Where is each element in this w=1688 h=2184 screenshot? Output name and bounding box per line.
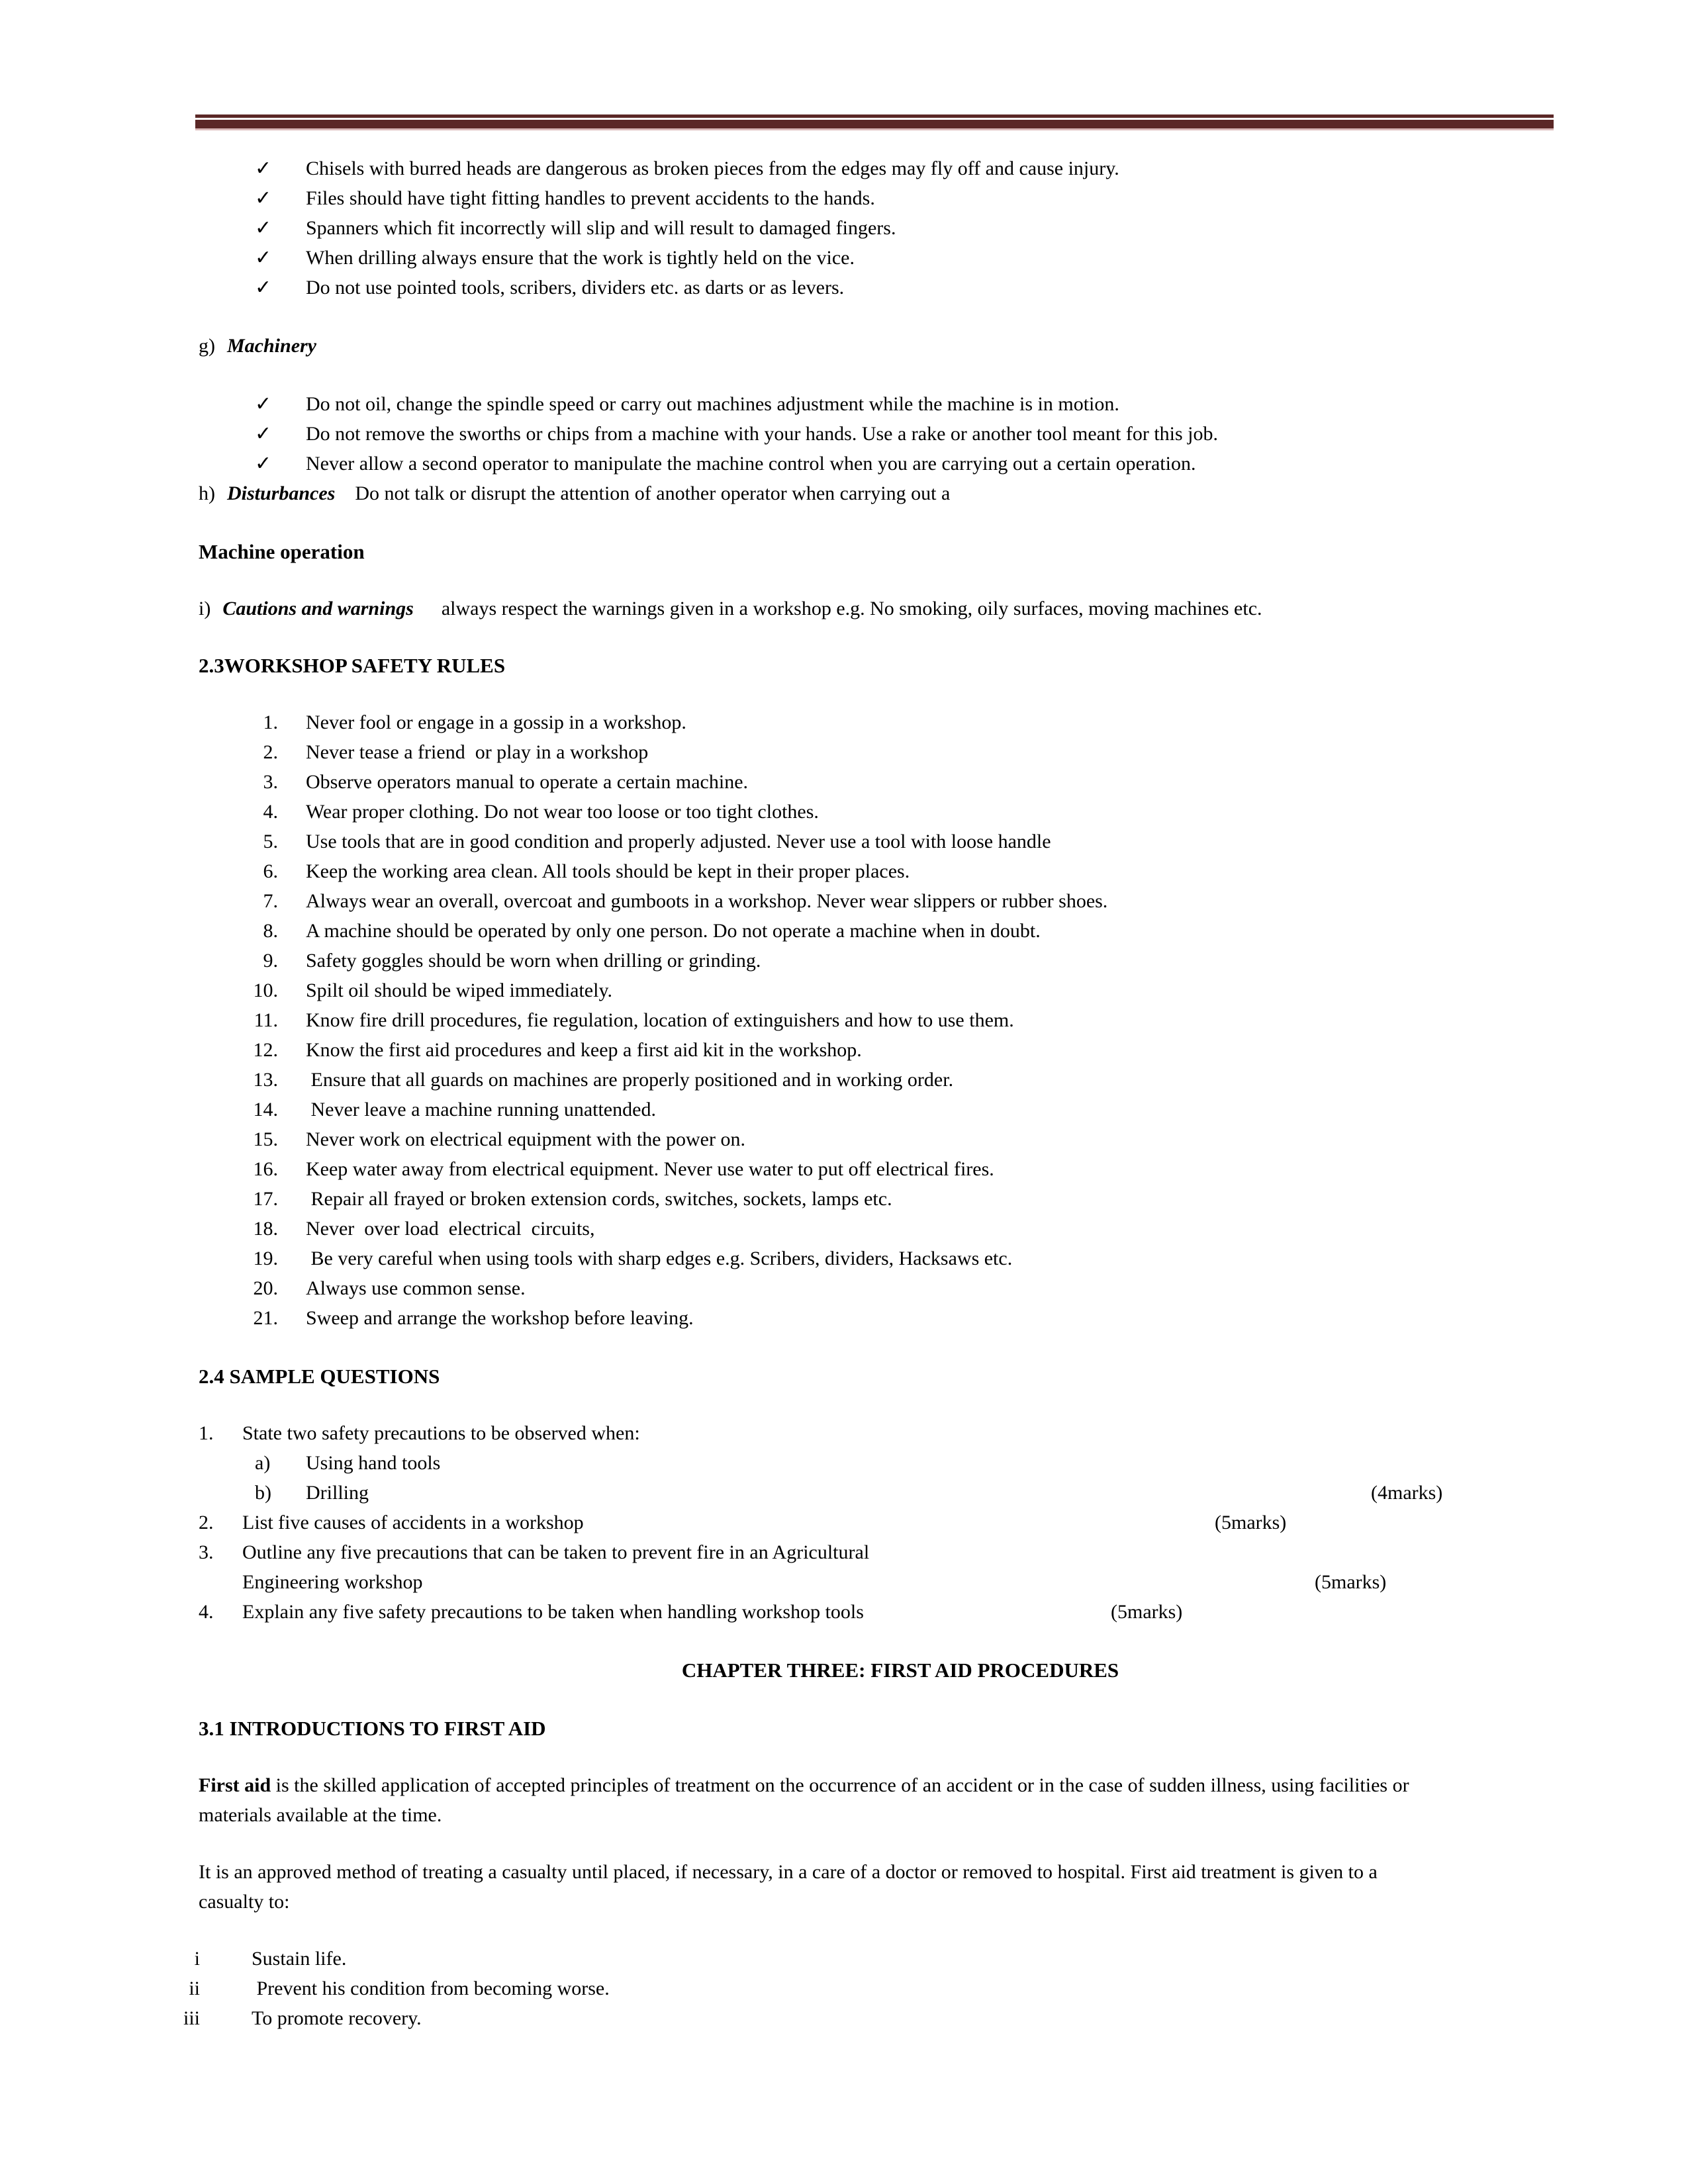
list-item [248, 1184, 1602, 1214]
section-disturbances-label [199, 478, 1602, 508]
paragraph-line [199, 1887, 1602, 1917]
list-item [248, 1124, 1602, 1154]
question-text: Outline any five precautions that can be taken to prevent fire in an Agricultural [242, 1541, 870, 1563]
section-machinery-label [199, 331, 1602, 361]
list-item [255, 389, 1602, 419]
list-item [255, 154, 1602, 183]
item-text: Always use common sense. [306, 1277, 526, 1299]
item-text: Spilt oil should be wiped immediately. [306, 979, 613, 1001]
sample-questions-list [199, 1418, 1602, 1627]
sub-question-text: Using hand tools [306, 1452, 441, 1474]
list-item [255, 183, 1602, 213]
list-item [255, 419, 1602, 449]
item-text: Always wear an overall, overcoat and gumboots in a workshop. Never wear slippers or rubber shoes. [306, 890, 1108, 912]
list-item [248, 946, 1602, 976]
header-rule-thick [195, 120, 1554, 130]
safety-rules-list [248, 707, 1602, 1333]
list-item [248, 1244, 1602, 1273]
marks-label: (4marks) [1371, 1482, 1443, 1504]
list-item [255, 213, 1602, 243]
item-text: Never fool or engage in a gossip in a workshop. [306, 711, 686, 733]
machinery-bullet-list [255, 389, 1602, 478]
section-text: always respect the warnings given in a workshop e.g. No smoking, oily surfaces, moving machines etc. [441, 598, 1262, 619]
roman-numeral: ii [189, 1978, 200, 1999]
intro-first-aid-heading: 3.1 INTRODUCTIONS TO FIRST AID [199, 1717, 546, 1740]
question-number: 1. [199, 1422, 214, 1444]
item-number: 9. [263, 950, 278, 972]
list-item [248, 1005, 1602, 1035]
list-item [248, 916, 1602, 946]
question-number: 4. [199, 1601, 214, 1623]
paragraph-line [199, 1800, 1602, 1830]
item-number: 4. [263, 801, 278, 823]
item-text: Repair all frayed or broken extension cords, switches, sockets, lamps etc. [306, 1188, 892, 1210]
item-text: Know fire drill procedures, fie regulation, location of extinguishers and how to use them. [306, 1009, 1014, 1031]
question-row [199, 1508, 1602, 1537]
document-content [183, 154, 1602, 2033]
item-text: Use tools that are in good condition and properly adjusted. Never use a tool with loose handle [306, 831, 1051, 852]
item-text: Never work on electrical equipment with the power on. [306, 1128, 745, 1150]
item-text: Never over load electrical circuits, [306, 1218, 595, 1240]
section-title: Disturbances [227, 482, 336, 504]
list-item [248, 1065, 1602, 1095]
item-text: Never leave a machine running unattended. [306, 1099, 656, 1120]
item-text: Wear proper clothing. Do not wear too loose or too tight clothes. [306, 801, 819, 823]
section-cautions-label [199, 594, 1602, 623]
item-number: 5. [263, 831, 278, 852]
question-row [199, 1567, 1602, 1597]
aim-text: Prevent his condition from becoming worse. [252, 1978, 610, 1999]
list-item [248, 1273, 1602, 1303]
question-text: State two safety precautions to be observed when: [242, 1422, 640, 1444]
list-item [255, 273, 1602, 302]
checkmark-icon: ✓ [255, 217, 272, 239]
list-item [165, 2003, 1602, 2033]
list-item [165, 1974, 1602, 2003]
item-text: Keep the working area clean. All tools should be kept in their proper places. [306, 860, 910, 882]
item-number: 1. [263, 711, 278, 733]
item-number: 16. [253, 1158, 278, 1180]
aim-text: To promote recovery. [252, 2007, 422, 2029]
list-item [248, 737, 1602, 767]
chapter-three-title: CHAPTER THREE: FIRST AID PROCEDURES [681, 1659, 1119, 1682]
item-number: 3. [263, 771, 278, 793]
checkmark-icon: ✓ [255, 393, 272, 415]
section-marker: i) [199, 598, 211, 619]
item-number: 21. [253, 1307, 278, 1329]
bullet-text: Spanners which fit incorrectly will slip and will result to damaged fingers. [306, 217, 896, 239]
question-sub-row [255, 1448, 1602, 1478]
item-number: 7. [263, 890, 278, 912]
list-item [248, 1154, 1602, 1184]
list-item [248, 797, 1602, 827]
roman-numeral: iii [183, 2007, 200, 2029]
paragraph-text: It is an approved method of treating a casualty until placed, if necessary, in a care of a doctor or removed to hospital. First aid treatment is given to a [199, 1861, 1378, 1883]
list-item [255, 449, 1602, 478]
approved-method-paragraph [199, 1857, 1602, 1917]
list-item [248, 707, 1602, 737]
checkmark-icon: ✓ [255, 453, 272, 475]
checkmark-icon: ✓ [255, 423, 272, 445]
item-number: 2. [263, 741, 278, 763]
sub-question-letter: a) [255, 1452, 271, 1474]
list-item [248, 976, 1602, 1005]
sample-questions-heading: 2.4 SAMPLE QUESTIONS [199, 1365, 440, 1388]
item-number: 14. [253, 1099, 278, 1120]
bullet-text: Never allow a second operator to manipulate the machine control when you are carrying out a certain operation. [306, 453, 1196, 475]
list-item [248, 1035, 1602, 1065]
paragraph-text: materials available at the time. [199, 1804, 442, 1826]
bullet-text: Do not oil, change the spindle speed or carry out machines adjustment while the machine is in motion. [306, 393, 1119, 415]
question-row [199, 1537, 1602, 1567]
paragraph-text: is the skilled application of accepted principles of treatment on the occurrence of an accident or in the case of sudden illness, using facilities or [271, 1774, 1409, 1796]
item-text: Sweep and arrange the workshop before leaving. [306, 1307, 694, 1329]
item-text: Be very careful when using tools with sharp edges e.g. Scribers, dividers, Hacksaws etc. [306, 1248, 1013, 1269]
item-number: 17. [253, 1188, 278, 1210]
list-item [248, 1214, 1602, 1244]
bullet-text: When drilling always ensure that the work is tightly held on the vice. [306, 247, 855, 269]
item-text: Keep water away from electrical equipment. Never use water to put off electrical fires. [306, 1158, 994, 1180]
section-title: Machinery [227, 335, 316, 357]
sub-question-letter: b) [255, 1482, 271, 1504]
checkmark-icon: ✓ [255, 247, 272, 269]
question-text: List five causes of accidents in a workshop [242, 1512, 584, 1533]
item-number: 8. [263, 920, 278, 942]
item-text: Safety goggles should be worn when drilling or grinding. [306, 950, 761, 972]
header-rule [195, 114, 1554, 130]
question-text: Explain any five safety precautions to be taken when handling workshop tools [242, 1601, 864, 1623]
bullet-text: Do not use pointed tools, scribers, dividers etc. as darts or as levers. [306, 277, 845, 298]
first-aid-paragraph [199, 1770, 1602, 1830]
item-number: 15. [253, 1128, 278, 1150]
first-aid-term: First aid [199, 1774, 271, 1796]
marks-label: (5marks) [1111, 1601, 1183, 1623]
marks-label: (5marks) [1315, 1571, 1387, 1593]
question-number: 3. [199, 1541, 214, 1563]
section-marker: g) [199, 335, 215, 357]
list-item [255, 243, 1602, 273]
list-item [248, 767, 1602, 797]
section-title: Cautions and warnings [222, 598, 414, 619]
list-item [248, 856, 1602, 886]
list-item [248, 827, 1602, 856]
item-number: 13. [253, 1069, 278, 1091]
sub-question-text: Drilling [306, 1482, 369, 1504]
item-number: 10. [253, 979, 278, 1001]
list-item [248, 886, 1602, 916]
aim-text: Sustain life. [252, 1948, 347, 1970]
question-sub-row [255, 1478, 1602, 1508]
paragraph-text: casualty to: [199, 1891, 290, 1913]
paragraph-line [199, 1770, 1602, 1800]
bullet-text: Files should have tight fitting handles to prevent accidents to the hands. [306, 187, 875, 209]
item-number: 19. [253, 1248, 278, 1269]
item-number: 12. [253, 1039, 278, 1061]
item-number: 11. [254, 1009, 278, 1031]
list-item [248, 1303, 1602, 1333]
section-marker: h) [199, 482, 215, 504]
hand-tools-bullet-list [255, 154, 1602, 302]
question-row [199, 1597, 1602, 1627]
first-aid-aims-list [165, 1944, 1602, 2033]
item-number: 6. [263, 860, 278, 882]
item-text: A machine should be operated by only one person. Do not operate a machine when in doubt. [306, 920, 1041, 942]
checkmark-icon: ✓ [255, 158, 272, 179]
machine-operation-heading: Machine operation [199, 540, 365, 563]
checkmark-icon: ✓ [255, 187, 272, 209]
item-text: Never tease a friend or play in a workshop [306, 741, 649, 763]
roman-numeral: i [194, 1948, 200, 1970]
paragraph-line [199, 1857, 1602, 1887]
safety-rules-heading: 2.3WORKSHOP SAFETY RULES [199, 654, 506, 677]
list-item [248, 1095, 1602, 1124]
marks-label: (5marks) [1215, 1512, 1287, 1533]
question-row [199, 1418, 1602, 1448]
bullet-text: Chisels with burred heads are dangerous as broken pieces from the edges may fly off and cause injury. [306, 158, 1119, 179]
checkmark-icon: ✓ [255, 277, 272, 298]
item-number: 18. [253, 1218, 278, 1240]
item-text: Ensure that all guards on machines are properly positioned and in working order. [306, 1069, 954, 1091]
question-text: Engineering workshop [242, 1571, 423, 1593]
list-item [165, 1944, 1602, 1974]
section-text: Do not talk or disrupt the attention of another operator when carrying out a [355, 482, 951, 504]
item-text: Observe operators manual to operate a certain machine. [306, 771, 749, 793]
item-text: Know the first aid procedures and keep a first aid kit in the workshop. [306, 1039, 862, 1061]
question-number: 2. [199, 1512, 214, 1533]
bullet-text: Do not remove the sworths or chips from a machine with your hands. Use a rake or another tool meant for this job. [306, 423, 1218, 445]
item-number: 20. [253, 1277, 278, 1299]
